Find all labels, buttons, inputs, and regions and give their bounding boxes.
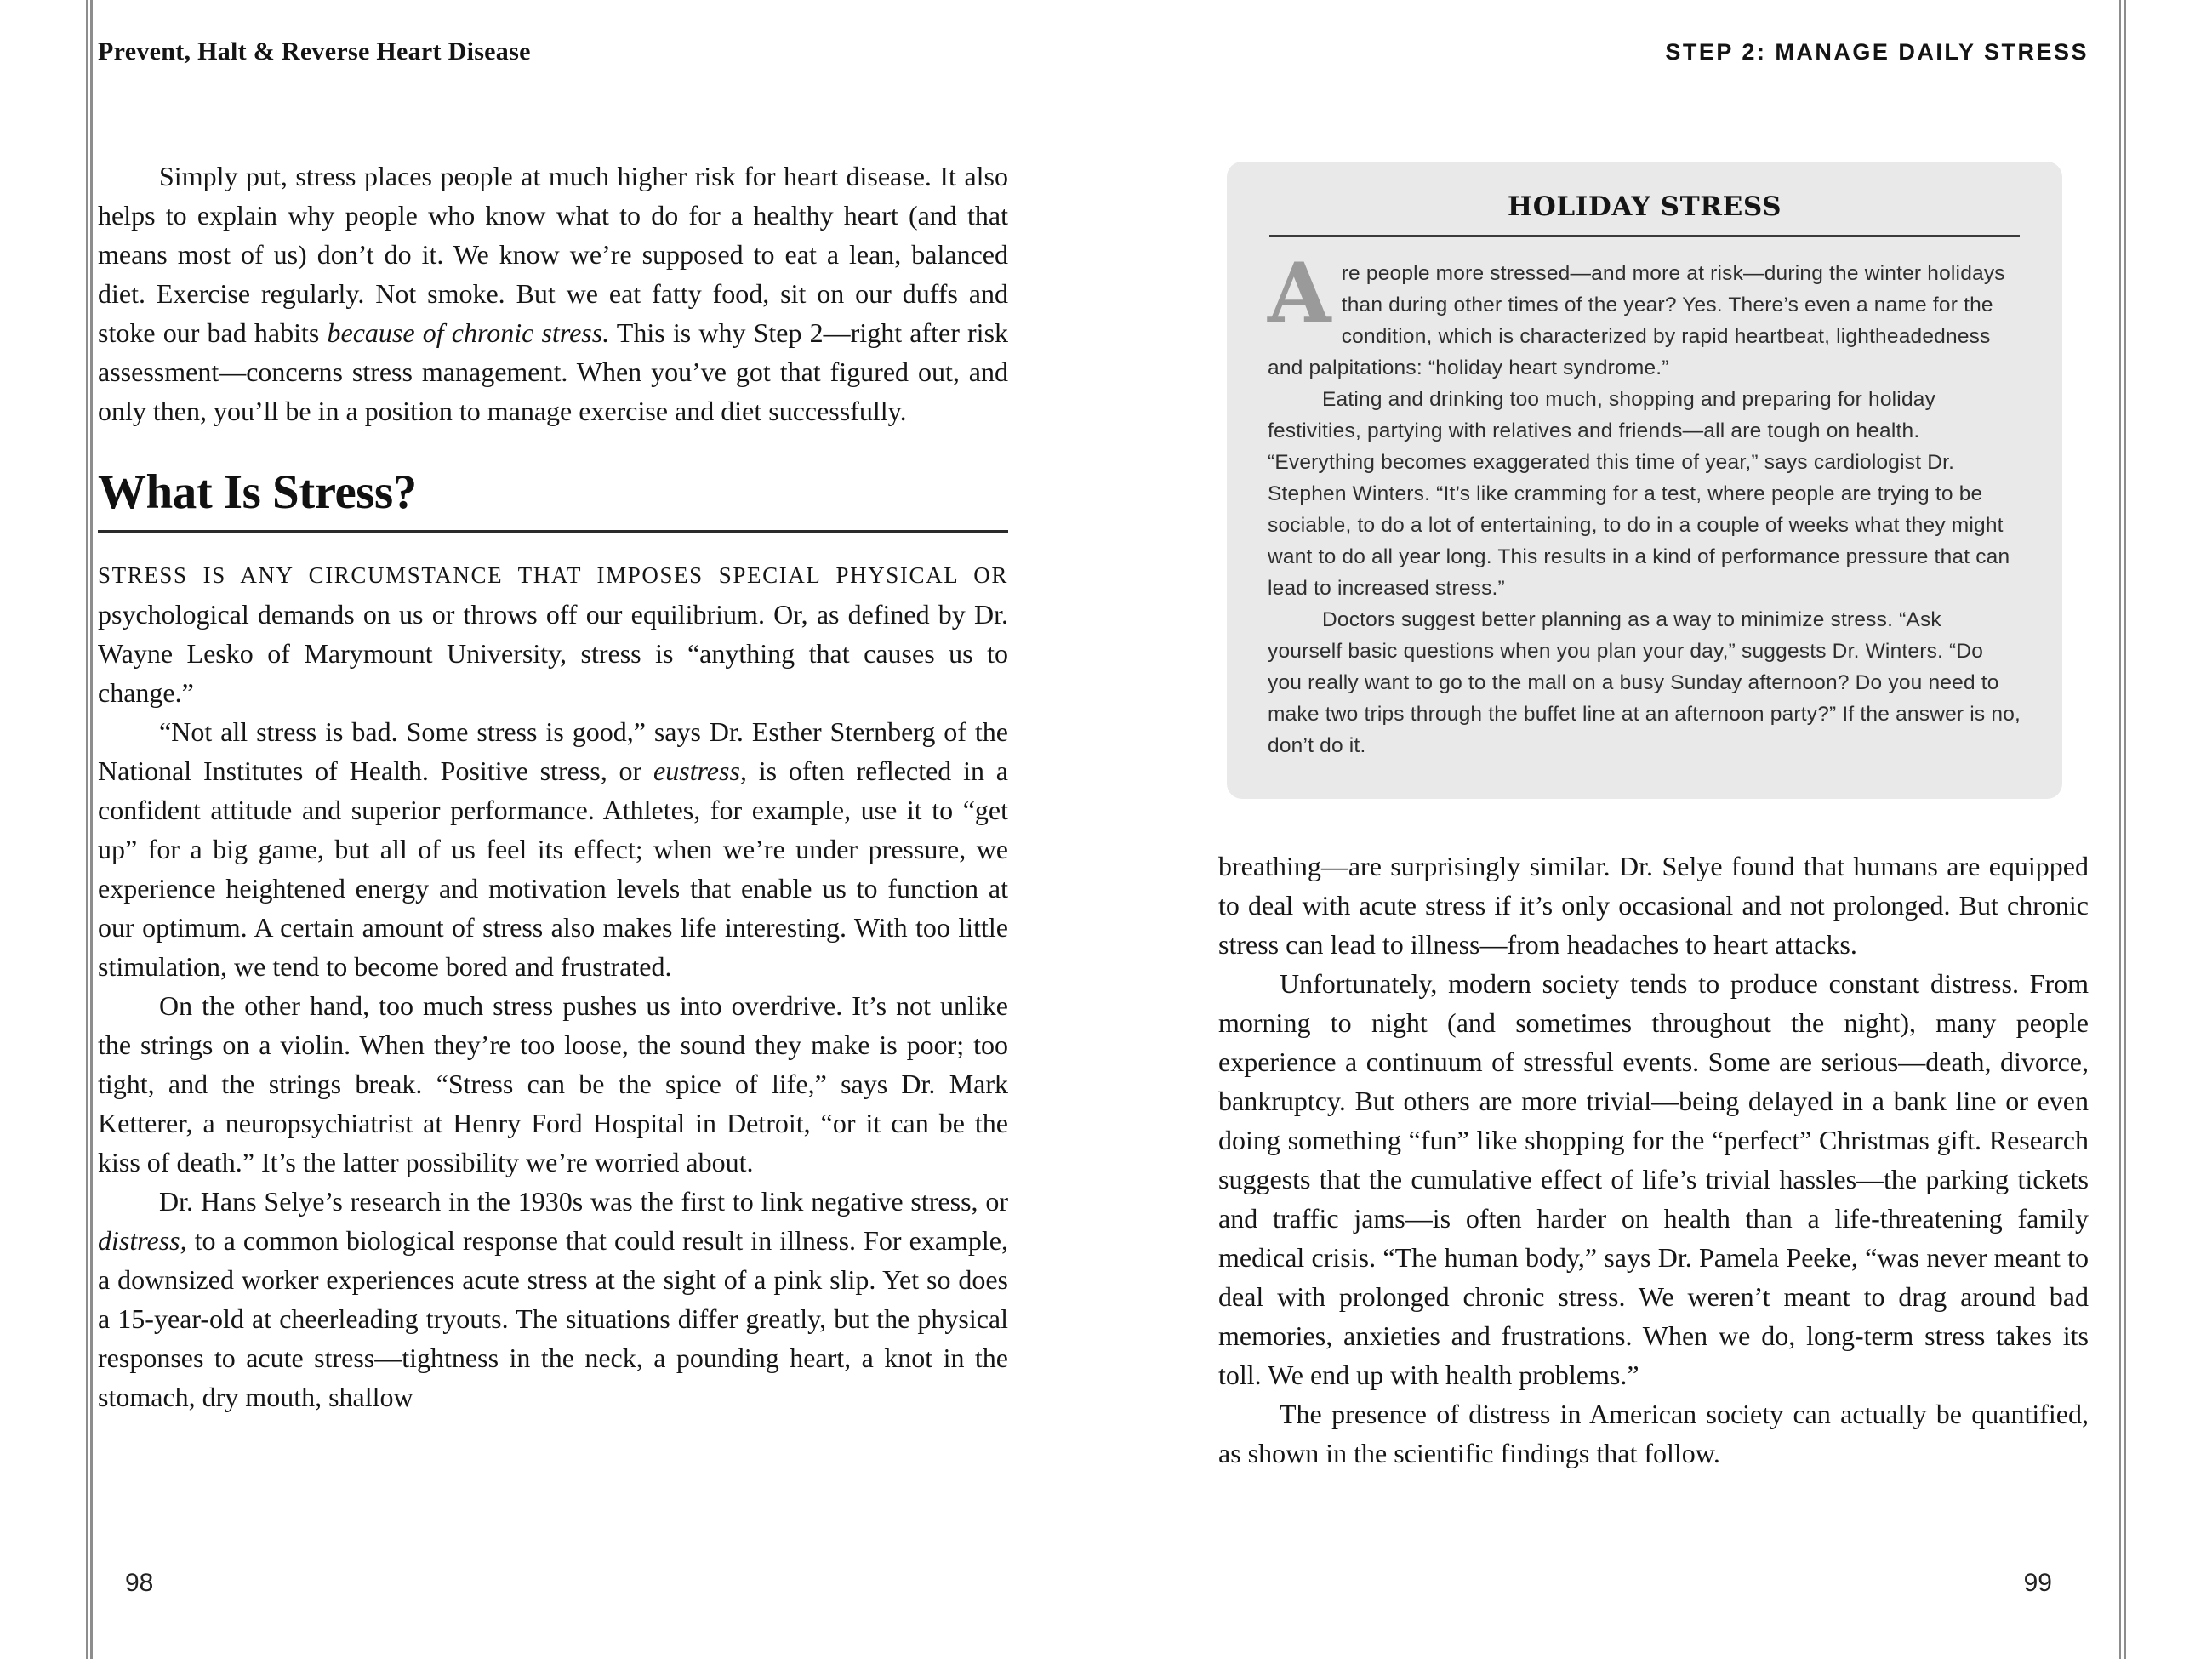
page-number: 99 xyxy=(2023,1569,2052,1597)
paragraph: Dr. Hans Selye’s research in the 1930s was the first to link negative stress, or distress, to a common biological response that could result in illness. For example, a downsized worker experiences acute stress at the sight of a pink slip. Yet so does a 15-year-old at cheerleading tryouts. The situations differ greatly, but the physical responses to acute stress—tightness in the neck, a pounding heart, a knot in the stomach, dry mouth, shallow xyxy=(98,1186,1008,1412)
drop-cap: A xyxy=(1268,245,1331,341)
sidebar-title: HOLIDAY STRESS xyxy=(1507,191,1782,222)
sidebar-paragraph xyxy=(1268,245,2021,384)
sidebar-paragraph: Eating and drinking too much, shopping and preparing for holiday festivities, partying with relatives and friends—all are tough on health. “Everything becomes exaggerated this time of year,” says cardiologist Dr. Stephen Winters. “It’s like cramming for a test, where people are trying to be sociable, to do a lot of entertaining, to do in a couple of weeks what they might want to do all year long. This results in a kind of performance pressure that can lead to increased stress.” xyxy=(1268,388,2010,600)
page-edge-line xyxy=(2119,0,2121,1659)
lead-paragraph: STRESS IS ANY CIRCUMSTANCE THAT IMPOSES SPECIAL PHYSICAL OR psychological demands on us or throws off our equilibrium. Or, as defined by Dr. Wayne Lesko of Marymount University, stress is “anything that causes us to change.” xyxy=(98,562,1008,708)
page-edge-line xyxy=(86,0,88,1659)
paragraph: The presence of distress in American society can actually be quantified, as shown in the scientific findings that follow. xyxy=(1218,1399,2089,1468)
right-page-body xyxy=(1218,847,2089,1473)
paragraph: breathing—are surprisingly similar. Dr. Selye found that humans are equipped to deal with acute stress if it’s only occasional and not prolonged. But chronic stress can lead to illness—from headaches to heart attacks. xyxy=(1218,851,2089,960)
paragraph: Simply put, stress places people at much higher risk for heart disease. It also helps to explain why people who know what to do for a healthy heart (and that means most of us) don’t do it. We know we’re supposed to eat a lean, balanced diet. Exercise regularly. Not smoke. But we eat fatty food, sit on our duffs and stoke our bad habits because of chronic stress. This is why Step 2—right after risk assessment—concerns stress management. When you’ve got that figured out, and only then, you’ll be in a position to manage exercise and diet successfully. xyxy=(98,161,1009,426)
page-edge-line xyxy=(90,0,93,1659)
sidebar-paragraph: Doctors suggest better planning as a way to minimize stress. “Ask yourself basic questions when you plan your day,” suggests Dr. Winters. “Do you really want to go to the mall on a busy Sunday afternoon? Do you need to make two trips through the buffet line at an afternoon party?” If the answer is no, don’t do it. xyxy=(1268,608,2021,757)
sidebar-box xyxy=(1227,162,2062,799)
page-number: 98 xyxy=(125,1569,154,1597)
heading-rule xyxy=(98,530,1008,533)
paragraph: Unfortunately, modern society tends to produce constant distress. From morning to night (and sometimes throughout the night), many people experience a continuum of stressful events. Some are serious—death, divorce, bankruptcy. But others are more trivial—being delayed in a bank line or even doing something “fun” like shopping for the “perfect” Christmas gift. Research suggests that the cumulative effect of life’s trivial hassles—the parking tickets and traffic jams—is often harder on health than a life-threatening family medical crisis. “The human body,” says Dr. Pamela Peeke, “was never meant to deal with prolonged chronic stress. We weren’t meant to drag around bad memories, anxieties and frustrations. When we do, long-term stress takes its toll. We end up with health problems.” xyxy=(1218,968,2089,1390)
page-edge-line xyxy=(2124,0,2126,1659)
right-page xyxy=(1218,37,2089,1637)
sidebar-rule xyxy=(1269,235,2020,237)
paragraph: On the other hand, too much stress pushes us into overdrive. It’s not unlike the strings on a violin. When they’re too loose, the sound they make is poor; too tight, and the strings break. “Stress can be the spice of life,” says Dr. Mark Ketterer, a neuropsychiatrist at Henry Ford Hospital in Detroit, “or it can be the kiss of death.” It’s the latter possibility we’re worried about. xyxy=(98,990,1008,1177)
left-page xyxy=(98,37,1008,1637)
running-header-right: STEP 2: MANAGE DAILY STRESS xyxy=(1665,39,2089,65)
sidebar-paragraph-text: re people more stressed—and more at risk—during the winter holidays than during other times of the year? Yes. There’s even a name for the condition, which is characterized by rapid heartbeat, lightheadedness and palpitations: “holiday heart syndrome.” xyxy=(1268,262,2005,379)
section-title: What Is Stress? xyxy=(98,465,417,519)
paragraph: “Not all stress is bad. Some stress is good,” says Dr. Esther Sternberg of the National Institutes of Health. Positive stress, or eustress, is often reflected in a confident attitude and superior performance. Athletes, for example, use it to “get up” for a big game, but all of us feel its effect; when we’re under pressure, we experience heightened energy and motivation levels that enable us to function at our optimum. A certain amount of stress also makes life interesting. With too little stimulation, we tend to become bored and frustrated. xyxy=(98,716,1009,982)
running-header-left: Prevent, Halt & Reverse Heart Disease xyxy=(98,37,531,66)
